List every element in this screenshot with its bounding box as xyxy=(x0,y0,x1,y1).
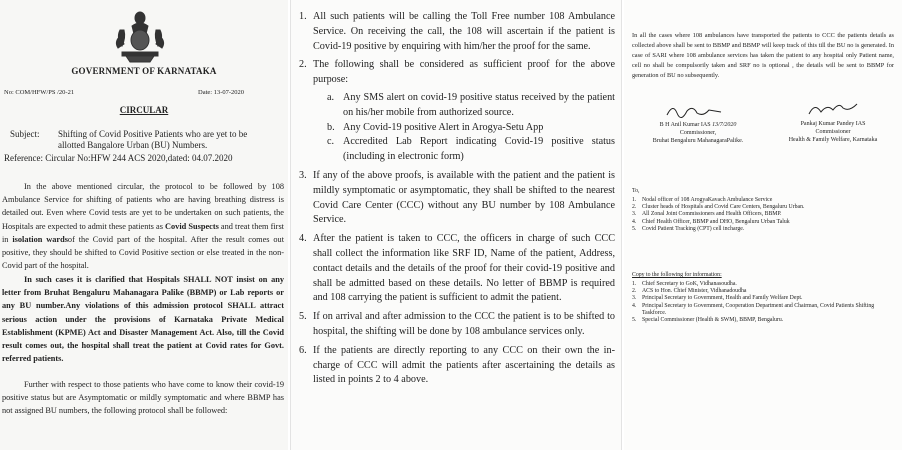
to-label: To, xyxy=(632,188,640,194)
paragraph-hospital-clarification: In such cases it is clarified that Hospitals SHALL NOT insist on any letter from Bruhat Bengaluru Mahanagara Palike (BBMP) or Lab reports or any BU number.Any violations of this admission protocol SHALL attract serious action under the provisions of Karnataka Private Medical Establishment (KPME) Act and Disaster Management Act. Also, till the Covid result comes out, the hospital shall treat the patient at Covid rates for Govt. referred patients. xyxy=(2,275,284,364)
copy-to-list xyxy=(632,281,892,324)
circular-heading: CIRCULAR xyxy=(119,105,169,115)
list-item: 1. Chief Secretary to GoK, Vidhanasoudha. xyxy=(632,281,737,287)
government-heading: GOVERNMENT OF KARNATAKA xyxy=(71,66,217,76)
paragraph-bbmp-tracking: In all the cases where 108 ambulances have transported the patients to CCC the patients details as collected above shall be sent to BBMP and BBMP will keep track of this till the BU no is generated. In case of SARI where 108 ambulance services has taken the patient to any hospital only Patient name, cell no shall be compulsorily taken and SRF no is optional , the details will be sent to BBMP for generation of BU no subsequently. xyxy=(632,32,894,79)
list-item: 4. Principal Secretary to Government, Cooperation Department and Chairman, Covid Patients Shifting Taskforce. xyxy=(632,302,875,316)
circular-page-3 xyxy=(624,0,902,450)
reference-line: Reference: Circular No:HFW 244 ACS 2020,dated: 04.07.2020 xyxy=(4,153,233,163)
list-item: c. Accredited Lab Report indicating Covid-19 positive status (including in electronic form) xyxy=(327,136,615,163)
protocol-list xyxy=(299,10,615,392)
list-item: a. Any SMS alert on covid-19 positive status received by the patient on his/her mobile from authorized source. xyxy=(327,91,615,118)
list-item: 5. Covid Patient Tracking (CPT) cell incharge. xyxy=(632,225,745,232)
list-item: 1. Nodal officer of 108 ArogyaKavach Ambulance Service xyxy=(632,197,773,203)
list-item: 3. Principal Secretary to Government, Health and Family Welfare Dept. xyxy=(632,295,803,302)
signature-block-health: Pankaj Kumar Pandey IAS Commissioner Health & Family Welfare, Karnataka xyxy=(770,98,896,144)
list-item: 3. All Zonal Joint Commissioners and Health Officers, BBMP. xyxy=(632,211,782,218)
list-item: 4. Chief Health Officer, BBMP and DHO, Bengaluru Urban Taluk xyxy=(632,218,790,225)
list-item: 4. After the patient is taken to CCC, the officers in charge of such CCC shall collect the information like SRF ID, Name of the patient, Address, contact details and the details of the proof for their covid-19 positive and shall be admitted based on these details. No letter of BBMP is required and 108 carrying the patient is sufficient to admit the patient. xyxy=(299,233,615,304)
circular-date: Date: 13-07-2020 xyxy=(198,89,245,96)
list-item: 5. Special Commissioner (Health & SWM), BBMP, Bengaluru. xyxy=(632,317,784,324)
copy-to-label: Copy to the following for information: xyxy=(632,272,722,278)
paragraph-further-protocol: Further with respect to those patients who have come to know their covid-19 positive status but are Asymptomatic or mildly symptomatic and where BBMP has not assigned BU numbers, the following protocol shall be followed: xyxy=(2,380,284,416)
subject-text: Shifting of Covid Positive Patients who are yet to be allotted Bangalore Urban (BU) Numbers. xyxy=(58,129,248,150)
list-item: 3. If any of the above proofs, is available with the patient and the patient is mildly symptomatic or asymptomatic, they shall be shifted to the nearest Covid Care Center (CCC) without any BU number by 108 Ambulance Service. xyxy=(299,169,615,226)
signature-icon xyxy=(803,98,863,120)
circular-page-2 xyxy=(290,0,622,450)
proof-sublist xyxy=(313,91,615,165)
list-item: 2. The following shall be considered as sufficient proof for the above purpose: a. Any SMS alert on covid-19 positive status received by the patient on his/her mobile from authorized source. b. Any Covid-19 positive Alert in Arogya-Setu App c. Accredited Lab Report indicating Covid-19 positive status (including in electronic form) xyxy=(299,58,615,165)
circular-page-1 xyxy=(0,0,288,450)
list-item: 5. If on arrival and after admission to the CCC the patient is to be shifted to hospital, the shifting will be done by 108 ambulance services only. xyxy=(299,311,615,337)
list-item: 2. Cluster heads of Hospitals and Covid Care Centers, Bengaluru Urban. xyxy=(632,204,805,211)
list-item: 2. ACS to Hon. Chief Minister, Vidhanadoudha xyxy=(632,288,747,295)
recipient-list xyxy=(632,197,892,233)
circular-number: No: COM/HFW/PS /20-21 xyxy=(4,89,75,96)
subject-label: Subject: xyxy=(10,129,40,139)
state-emblem-icon xyxy=(110,8,170,64)
paragraph-protocol: In the above mentioned circular, the protocol to be followed by 108 Ambulance Service for shifting of patients who are having breathing distress is detailed out. Even where Covid tests are yet to be undertaken on such patients, the Hospitals are expected to admit these patients as Covid Suspects and treat them first in isolation wardsof the Covid part of the hospital. After the result comes out positive, they should be shifted to Covid Positive section or else treated in the non-Covid part of the hospital. xyxy=(2,182,284,271)
signature-icon xyxy=(663,101,733,121)
list-item: 6. If the patients are directly reporting to any CCC on their own the in-charge of CCC will admit the patients after ascertaining the details as listed in points 2 to 4 above. xyxy=(299,344,615,386)
list-item: 1. All such patients will be calling the Toll Free number 108 Ambulance Service. On receiving the call, the 108 will ascertain if the patient is Covid-19 positive by enquiring with him/her the proof for the same. xyxy=(299,11,615,52)
signature-block-bbmp: B H Anil Kumar IAS 13/7/2020 Commissioner, Bruhat Bengaluru MahanagaraPalike. xyxy=(638,101,758,145)
list-item: b. Any Covid-19 positive Alert in Arogya-Setu App xyxy=(327,121,544,133)
